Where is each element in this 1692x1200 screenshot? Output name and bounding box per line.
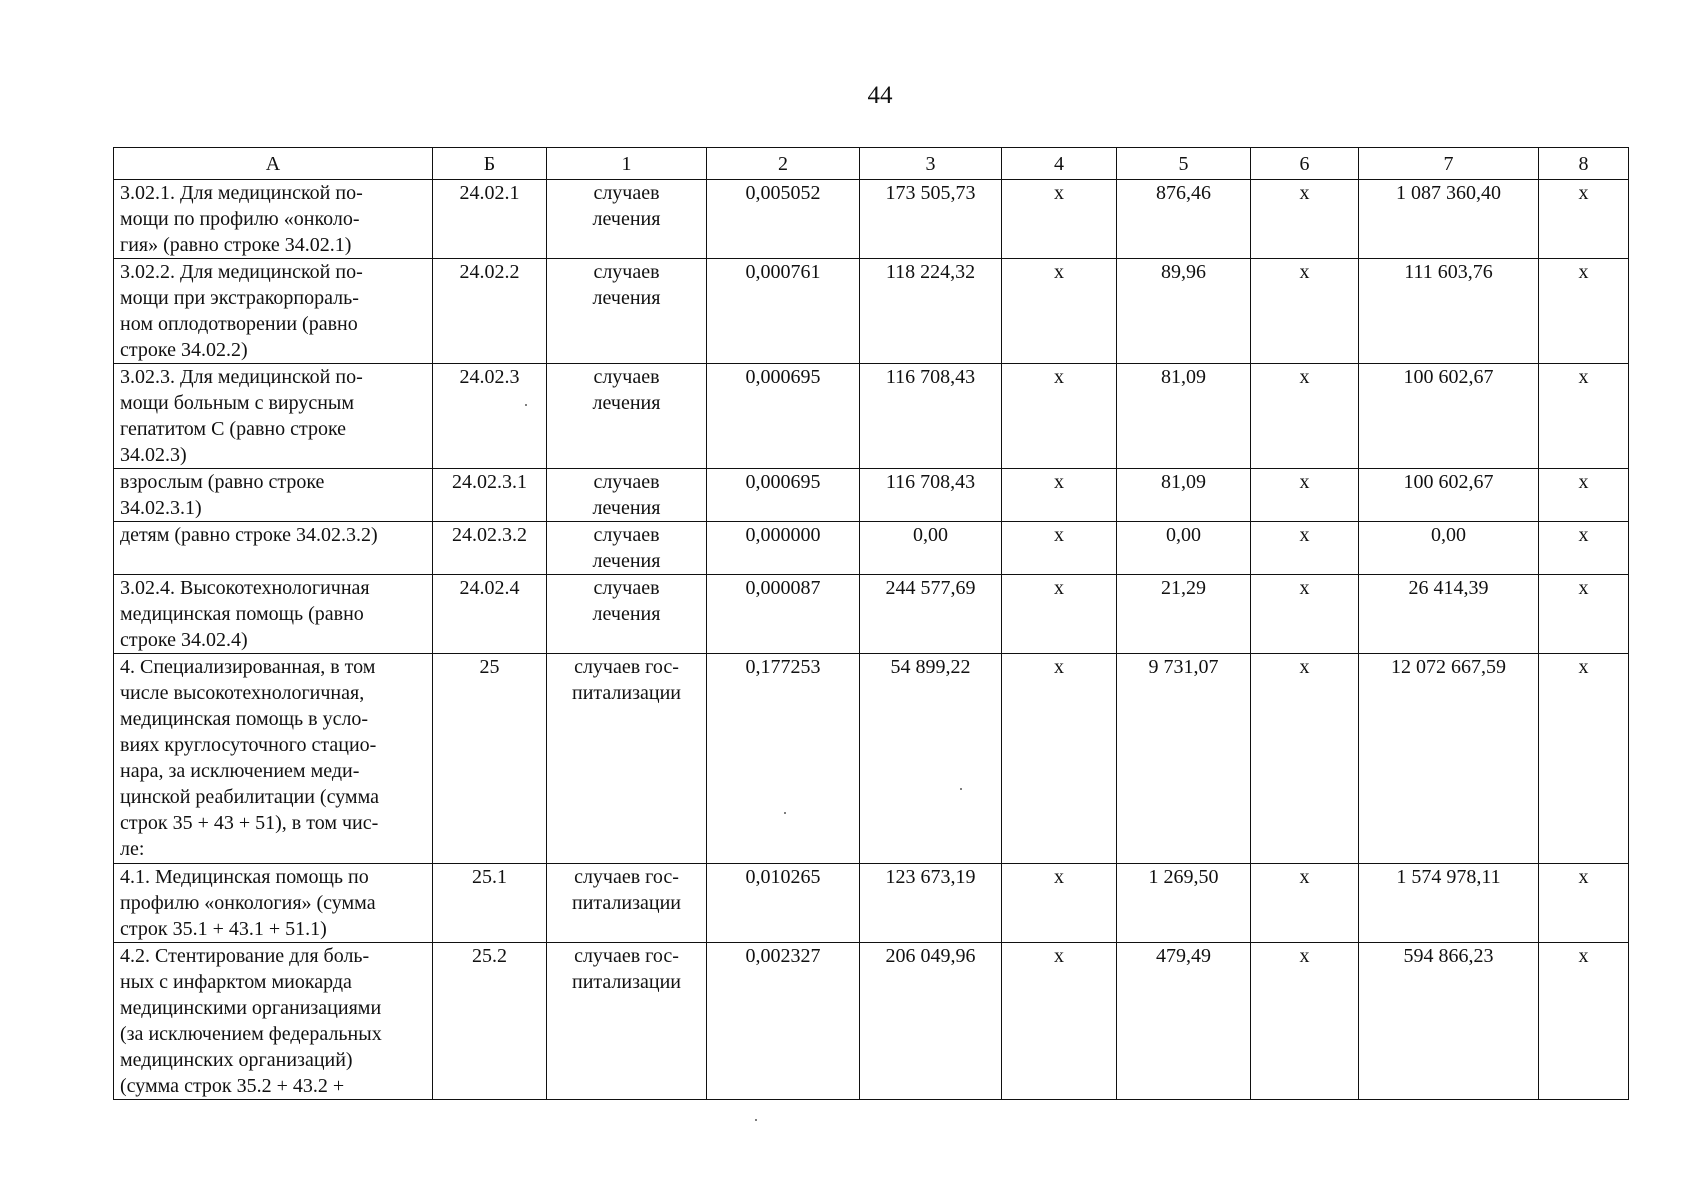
value-cell: 0,00	[860, 522, 1002, 575]
value-cell: х	[1539, 575, 1629, 654]
unit-cell: случаев лечения	[547, 522, 707, 575]
row-code: 24.02.4	[433, 575, 547, 654]
value-cell: х	[1002, 364, 1117, 469]
value-cell: 100 602,67	[1359, 469, 1539, 522]
value-cell: 123 673,19	[860, 864, 1002, 943]
value-cell: 0,177253	[707, 654, 860, 864]
value-cell: 0,000087	[707, 575, 860, 654]
table-row	[114, 469, 1629, 522]
value-cell: х	[1251, 469, 1359, 522]
row-label: 3.02.1. Для медицинской по- мощи по профилю «онколо- гия» (равно строке 34.02.1)	[114, 180, 433, 259]
value-cell: х	[1251, 864, 1359, 943]
value-cell: 0,002327	[707, 943, 860, 1100]
unit-cell: случаев лечения	[547, 469, 707, 522]
row-code: 25	[433, 654, 547, 864]
value-cell: х	[1251, 180, 1359, 259]
row-code: 24.02.3	[433, 364, 547, 469]
table-row	[114, 943, 1629, 1100]
row-label: взрослым (равно строке 34.02.3.1)	[114, 469, 433, 522]
value-cell: 1 269,50	[1117, 864, 1251, 943]
row-code: 24.02.1	[433, 180, 547, 259]
value-cell: х	[1251, 575, 1359, 654]
value-cell: 173 505,73	[860, 180, 1002, 259]
scan-speck	[784, 812, 786, 814]
value-cell: 876,46	[1117, 180, 1251, 259]
header-cell: 2	[707, 148, 860, 180]
header-cell: 3	[860, 148, 1002, 180]
row-label: 3.02.2. Для медицинской по- мощи при экстракорпораль- ном оплодотворении (равно строке 34.02.2)	[114, 259, 433, 364]
table-row	[114, 575, 1629, 654]
scan-speck	[525, 404, 527, 406]
value-cell: х	[1002, 469, 1117, 522]
value-cell: 26 414,39	[1359, 575, 1539, 654]
row-label: 3.02.3. Для медицинской по- мощи больным с вирусным гепатитом С (равно строке 34.02.3)	[114, 364, 433, 469]
row-code: 25.2	[433, 943, 547, 1100]
value-cell: 12 072 667,59	[1359, 654, 1539, 864]
header-cell: 1	[547, 148, 707, 180]
header-cell: Б	[433, 148, 547, 180]
table-row	[114, 864, 1629, 943]
value-cell: 81,09	[1117, 469, 1251, 522]
page-number: 44	[867, 82, 893, 109]
table-row	[114, 654, 1629, 864]
value-cell: х	[1251, 943, 1359, 1100]
row-label: детям (равно строке 34.02.3.2)	[114, 522, 433, 575]
value-cell: 9 731,07	[1117, 654, 1251, 864]
value-cell: х	[1539, 469, 1629, 522]
value-cell: х	[1002, 522, 1117, 575]
table-row	[114, 259, 1629, 364]
unit-cell: случаев гос- питализации	[547, 943, 707, 1100]
table-header-row	[114, 148, 1629, 180]
value-cell: х	[1251, 654, 1359, 864]
value-cell: х	[1539, 654, 1629, 864]
value-cell: 594 866,23	[1359, 943, 1539, 1100]
row-label: 3.02.4. Высокотехнологичная медицинская помощь (равно строке 34.02.4)	[114, 575, 433, 654]
value-cell: 1 574 978,11	[1359, 864, 1539, 943]
value-cell: 0,00	[1117, 522, 1251, 575]
value-cell: 206 049,96	[860, 943, 1002, 1100]
value-cell: х	[1539, 943, 1629, 1100]
table-row	[114, 180, 1629, 259]
value-cell: 111 603,76	[1359, 259, 1539, 364]
row-code: 24.02.2	[433, 259, 547, 364]
header-cell: 8	[1539, 148, 1629, 180]
header-cell: 6	[1251, 148, 1359, 180]
row-label: 4.1. Медицинская помощь по профилю «онкология» (сумма строк 35.1 + 43.1 + 51.1)	[114, 864, 433, 943]
value-cell: х	[1002, 654, 1117, 864]
row-label: 4. Специализированная, в том числе высокотехнологичная, медицинская помощь в усло- виях круглосуточного стацио- нара, за исключением меди- цинской реабилитации (сумма строк 35 + 43 + 51), в том чис- ле:	[114, 654, 433, 864]
value-cell: 116 708,43	[860, 469, 1002, 522]
value-cell: 116 708,43	[860, 364, 1002, 469]
unit-cell: случаев лечения	[547, 575, 707, 654]
value-cell: х	[1251, 259, 1359, 364]
value-cell: 0,000695	[707, 469, 860, 522]
value-cell: х	[1251, 522, 1359, 575]
row-label: 4.2. Стентирование для боль- ных с инфарктом миокарда медицинскими организациями (за исключением федеральных медицинских организаций) (сумма строк 35.2 + 43.2 +	[114, 943, 433, 1100]
header-cell: 5	[1117, 148, 1251, 180]
value-cell: 0,000695	[707, 364, 860, 469]
value-cell: 81,09	[1117, 364, 1251, 469]
value-cell: х	[1539, 864, 1629, 943]
unit-cell: случаев лечения	[547, 180, 707, 259]
value-cell: х	[1539, 364, 1629, 469]
value-cell: х	[1539, 522, 1629, 575]
value-cell: х	[1251, 364, 1359, 469]
value-cell: 21,29	[1117, 575, 1251, 654]
value-cell: 100 602,67	[1359, 364, 1539, 469]
value-cell: 244 577,69	[860, 575, 1002, 654]
value-cell: 89,96	[1117, 259, 1251, 364]
value-cell: х	[1002, 943, 1117, 1100]
value-cell: 0,000000	[707, 522, 860, 575]
header-cell: 7	[1359, 148, 1539, 180]
table-row	[114, 522, 1629, 575]
row-code: 25.1	[433, 864, 547, 943]
value-cell: х	[1002, 180, 1117, 259]
scan-speck	[960, 788, 962, 790]
value-cell: х	[1002, 864, 1117, 943]
value-cell: х	[1539, 259, 1629, 364]
value-cell: 1 087 360,40	[1359, 180, 1539, 259]
value-cell: 0,000761	[707, 259, 860, 364]
value-cell: х	[1002, 575, 1117, 654]
unit-cell: случаев гос- питализации	[547, 864, 707, 943]
value-cell: х	[1539, 180, 1629, 259]
unit-cell: случаев лечения	[547, 364, 707, 469]
value-cell: 118 224,32	[860, 259, 1002, 364]
value-cell: 0,010265	[707, 864, 860, 943]
value-cell: 0,005052	[707, 180, 860, 259]
value-cell: х	[1002, 259, 1117, 364]
scan-speck	[755, 1119, 757, 1121]
table-row	[114, 364, 1629, 469]
header-cell: 4	[1002, 148, 1117, 180]
value-cell: 479,49	[1117, 943, 1251, 1100]
value-cell: 0,00	[1359, 522, 1539, 575]
row-code: 24.02.3.2	[433, 522, 547, 575]
unit-cell: случаев лечения	[547, 259, 707, 364]
unit-cell: случаев гос- питализации	[547, 654, 707, 864]
header-cell: А	[114, 148, 433, 180]
value-cell: 54 899,22	[860, 654, 1002, 864]
data-table	[113, 147, 1629, 1100]
row-code: 24.02.3.1	[433, 469, 547, 522]
